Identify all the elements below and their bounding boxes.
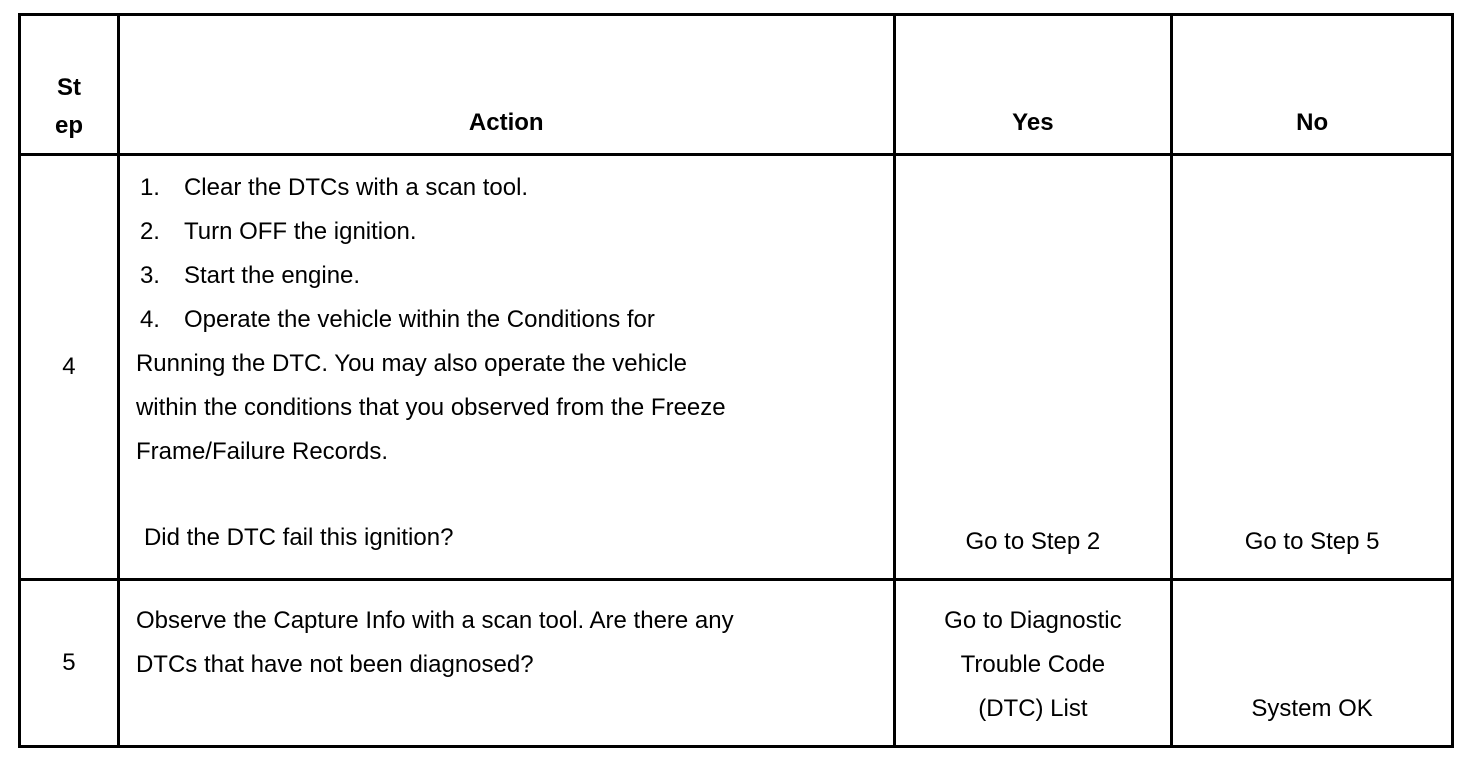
continuation-line: Frame/Failure Records. bbox=[135, 438, 389, 465]
action-line: Observe the Capture Info with a scan tool. Are there any bbox=[135, 607, 734, 634]
step-number: 5 bbox=[20, 580, 119, 747]
yes-cell: Go to Step 2 bbox=[894, 155, 1172, 580]
question-text: Did the DTC fail this ignition? bbox=[143, 524, 454, 551]
no-cell: System OK bbox=[1172, 580, 1453, 747]
step-number: 4 bbox=[20, 155, 119, 580]
table-row bbox=[20, 155, 1453, 580]
yes-cell bbox=[894, 580, 1172, 747]
diagnostic-table bbox=[18, 13, 1454, 748]
header-no: No bbox=[1172, 15, 1453, 155]
table-row bbox=[20, 580, 1453, 747]
list-item: 1. Clear the DTCs with a scan tool. bbox=[139, 174, 529, 201]
continuation-line: within the conditions that you observed from the Freeze bbox=[135, 394, 726, 421]
list-item: 3. Start the engine. bbox=[139, 262, 361, 289]
no-cell: Go to Step 5 bbox=[1172, 155, 1453, 580]
action-cell bbox=[118, 155, 894, 580]
header-row bbox=[20, 15, 1453, 155]
yes-line: (DTC) List bbox=[978, 695, 1088, 722]
list-item: 2. Turn OFF the ignition. bbox=[139, 218, 417, 245]
action-line: DTCs that have not been diagnosed? bbox=[135, 651, 534, 678]
header-step: St ep bbox=[20, 15, 119, 155]
list-item: 4. Operate the vehicle within the Conditions for bbox=[139, 306, 655, 333]
header-action: Action bbox=[118, 15, 894, 155]
header-yes: Yes bbox=[894, 15, 1172, 155]
continuation-line: Running the DTC. You may also operate the vehicle bbox=[135, 350, 687, 377]
yes-line: Trouble Code bbox=[960, 651, 1106, 678]
yes-line: Go to Diagnostic bbox=[944, 607, 1122, 634]
action-cell bbox=[118, 580, 894, 747]
